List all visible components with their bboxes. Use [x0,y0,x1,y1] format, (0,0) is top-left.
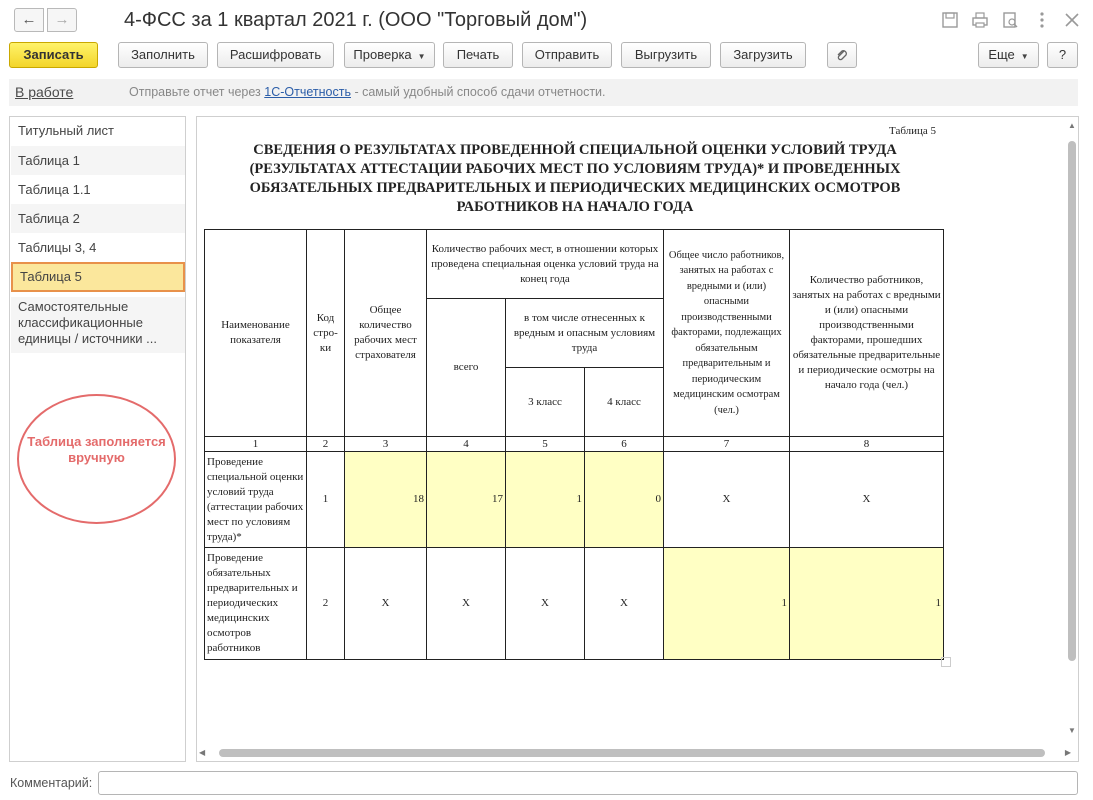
header-all: всего [427,299,506,437]
scroll-up-icon[interactable]: ▲ [1068,121,1076,130]
more-dropdown[interactable] [978,42,1039,68]
row-1-class-3-cell[interactable]: 1 [506,452,585,548]
col-number: 1 [205,437,307,452]
row-1-name: Проведение специальной оценки условий труда (аттестации рабочих мест по условиям труда)* [205,452,307,548]
vertical-scroll-thumb[interactable] [1068,141,1076,661]
row-2-name: Проведение обязательных предварительных и периодических медицинских осмотров работников [205,548,307,660]
header-class-4: 4 класс [585,368,664,437]
arrow-right-icon: → [54,11,70,28]
comment-input[interactable] [98,771,1078,795]
chevron-down-icon: ▼ [1020,52,1029,61]
header-code: Код стро-ки [307,230,345,437]
header-name: Наименование показателя [205,230,307,437]
save-button[interactable]: Записать [9,42,98,68]
section-item-table-1-1[interactable]: Таблица 1.1 [18,182,91,197]
row-2-class-4-cell: X [585,548,664,660]
decode-button[interactable]: Расшифровать [217,42,334,68]
help-button[interactable]: ? [1047,42,1078,68]
row-1-workers-passed-cell: X [790,452,944,548]
section-item-title-page[interactable]: Титульный лист [18,123,115,138]
info-text-before: Отправьте отчет через [129,85,265,99]
report-form-area [196,116,1079,762]
col-number: 5 [506,437,585,452]
info-message [129,85,606,99]
row-1-total-places-cell[interactable]: 18 [345,452,427,548]
toolbar [0,42,1093,70]
back-button[interactable] [14,8,44,32]
row-2-class-3-cell: X [506,548,585,660]
report-heading: СВЕДЕНИЯ О РЕЗУЛЬТАТАХ ПРОВЕДЕННОЙ СПЕЦИАЛЬНОЙ ОЦЕНКИ УСЛОВИЙ ТРУДА (РЕЗУЛЬТАТАХ АТТЕСТАЦИИ РАБОЧИХ МЕСТ ПО УСЛОВИЯМ ТРУДА)* И ПРОВЕДЕННЫХ ОБЯЗАТЕЛЬНЫХ ПРЕДВАРИТЕЛЬНЫХ И ПЕРИОДИЧЕСКИХ МЕДИЦИНСКИХ ОСМОТРОВ РАБОТНИКОВ НА НАЧАЛО ГОДА [249,142,901,215]
row-1-class-4-cell[interactable]: 0 [585,452,664,548]
print-button[interactable]: Печать [443,42,513,68]
row-2-workers-passed-cell[interactable]: 1 [790,548,944,660]
table-row [205,452,944,548]
col-number: 3 [345,437,427,452]
section-item-table-1[interactable]: Таблица 1 [11,146,185,175]
horizontal-scrollbar[interactable] [199,748,1071,757]
col-number: 4 [427,437,506,452]
info-bar [9,79,1078,106]
manual-fill-annotation: Таблица заполняется вручную [17,394,176,524]
table-number: Таблица 5 [889,125,937,137]
preview-icon[interactable] [1000,10,1020,30]
header-class-3: 3 класс [506,368,585,437]
section-item-classification-units[interactable]: Самостоятельные классификационные единицы / источники ... [11,297,185,353]
header-assessed-group: Количество рабочих мест, в отношении которых проведена специальная оценка условий труда на конец года [427,230,664,299]
check-dropdown[interactable] [344,42,435,68]
row-1-workers-total-cell: X [664,452,790,548]
row-2-assessed-all-cell: X [427,548,506,660]
check-label: Проверка [353,47,412,62]
header-workers-total: Общее число работников, занятых на работах с вредными и (или) опасными производственными факторами, подлежащих обязательным предварительным и периодическим медицинским осмотрам (чел.) [664,230,790,437]
report-table [204,229,944,660]
scroll-right-icon[interactable]: ▶ [1064,748,1071,757]
info-text-after: - самый удобный способ сдачи отчетности. [350,85,606,99]
header-total-places: Общее количество рабочих мест страхователя [345,230,427,437]
printer-icon[interactable] [970,10,990,30]
import-button[interactable]: Загрузить [720,42,806,68]
scroll-down-icon[interactable]: ▼ [1068,726,1076,735]
sections-list [9,116,186,762]
close-icon[interactable] [1062,10,1082,30]
export-button[interactable]: Выгрузить [621,42,711,68]
window-title: 4-ФСС за 1 квартал 2021 г. (ООО "Торговый дом") [124,9,588,31]
forward-button[interactable] [47,8,77,32]
status-link[interactable]: В работе [15,84,74,100]
send-button[interactable]: Отправить [522,42,612,68]
header-workers-passed: Количество работников, занятых на работах с вредными и (или) опасными производственными факторами, прошедших обязательные предварительные и периодические осмотры на начало года (чел.) [790,230,944,437]
table-row [205,548,944,660]
paperclip-icon [834,47,850,63]
row-2-total-places-cell: X [345,548,427,660]
section-item-table-5[interactable]: Таблица 5 [11,262,185,292]
scroll-left-icon[interactable]: ◀ [199,748,206,757]
table-resize-handle[interactable] [941,657,951,667]
comment-label: Комментарий: [10,776,93,790]
col-number: 6 [585,437,664,452]
more-vertical-icon[interactable] [1032,10,1052,30]
horizontal-scroll-thumb[interactable] [219,749,1045,757]
section-item-table-2[interactable]: Таблица 2 [11,204,185,233]
title-bar [0,0,1093,40]
save-disk-icon[interactable] [940,10,960,30]
row-1-assessed-all-cell[interactable]: 17 [427,452,506,548]
row-2-code: 2 [307,548,345,660]
header-harmful-group: в том числе отнесенных к вредным и опасным условиям труда [506,299,664,368]
chevron-down-icon: ▼ [417,52,426,61]
attach-button[interactable] [827,42,857,68]
more-label: Еще [988,47,1015,62]
col-number: 8 [790,437,944,452]
section-item-tables-3-4[interactable]: Таблицы 3, 4 [18,240,97,255]
vertical-scrollbar[interactable] [1068,121,1076,735]
col-number: 2 [307,437,345,452]
arrow-left-icon: ← [21,11,37,28]
row-2-workers-total-cell[interactable]: 1 [664,548,790,660]
col-number: 7 [664,437,790,452]
fill-button[interactable]: Заполнить [118,42,208,68]
row-1-code: 1 [307,452,345,548]
reporting-link[interactable]: 1С-Отчетность [264,85,351,99]
